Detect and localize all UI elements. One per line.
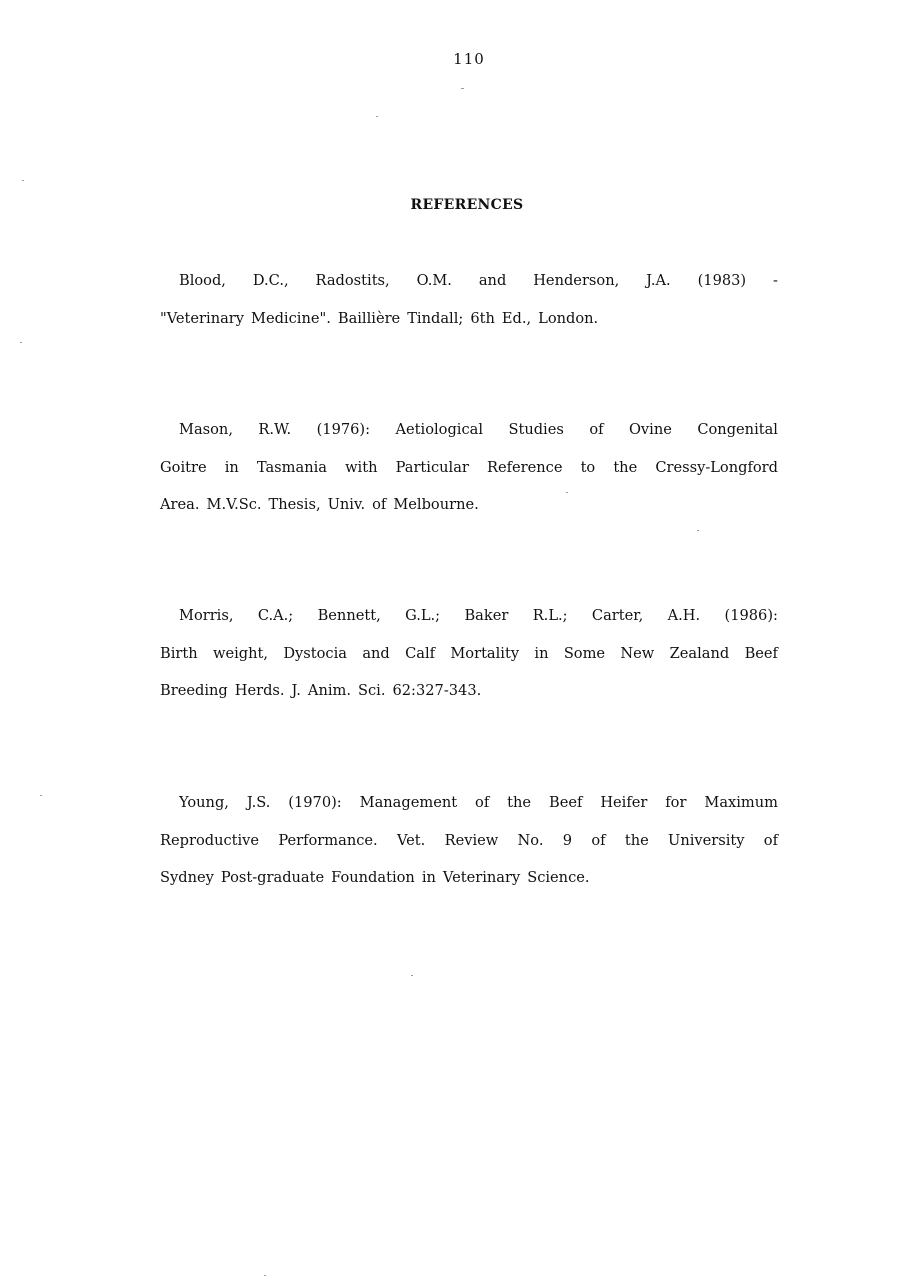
reference-entry-mason-1976 (160, 411, 778, 524)
reference-line: Goitre in Tasmania with Particular Reference to the Cressy-Longford (160, 458, 778, 476)
references-heading: REFERENCES (410, 197, 524, 213)
scan-speck (461, 88, 464, 89)
reference-entry-blood-1983 (160, 262, 778, 337)
reference-line: Area. M.V.Sc. Thesis, Univ. of Melbourne. (160, 496, 479, 513)
reference-line: Mason, R.W. (1976): Aetiological Studies of Ovine Congenital (179, 421, 778, 438)
reference-line: Morris, C.A.; Bennett, G.L.; Baker R.L.; Carter, A.H. (1986): (179, 607, 778, 624)
reference-line: Breeding Herds. J. Anim. Sci. 62:327-343. (160, 682, 482, 699)
reference-line: Blood, D.C., Radostits, O.M. and Henderson, J.A. (1983) - (179, 272, 778, 289)
scan-speck (264, 1275, 266, 1276)
scan-speck (376, 116, 378, 117)
reference-line: Birth weight, Dystocia and Calf Mortality in Some New Zealand Beef (160, 644, 778, 662)
reference-line: Young, J.S. (1970): Management of the Beef Heifer for Maximum (179, 794, 778, 811)
scan-speck (20, 342, 22, 343)
scan-speck (22, 180, 24, 181)
reference-entry-young-1970 (160, 784, 778, 897)
reference-line: Sydney Post-graduate Foundation in Veterinary Science. (160, 869, 590, 886)
reference-line: Reproductive Performance. Vet. Review No. 9 of the University of (160, 831, 778, 849)
page-number: 110 (453, 50, 485, 68)
reference-entry-morris-1986 (160, 597, 778, 710)
scan-speck (411, 975, 413, 976)
scan-speck (40, 795, 42, 796)
scan-speck (697, 530, 699, 531)
reference-line: "Veterinary Medicine". Baillière Tindall; 6th Ed., London. (160, 309, 599, 327)
